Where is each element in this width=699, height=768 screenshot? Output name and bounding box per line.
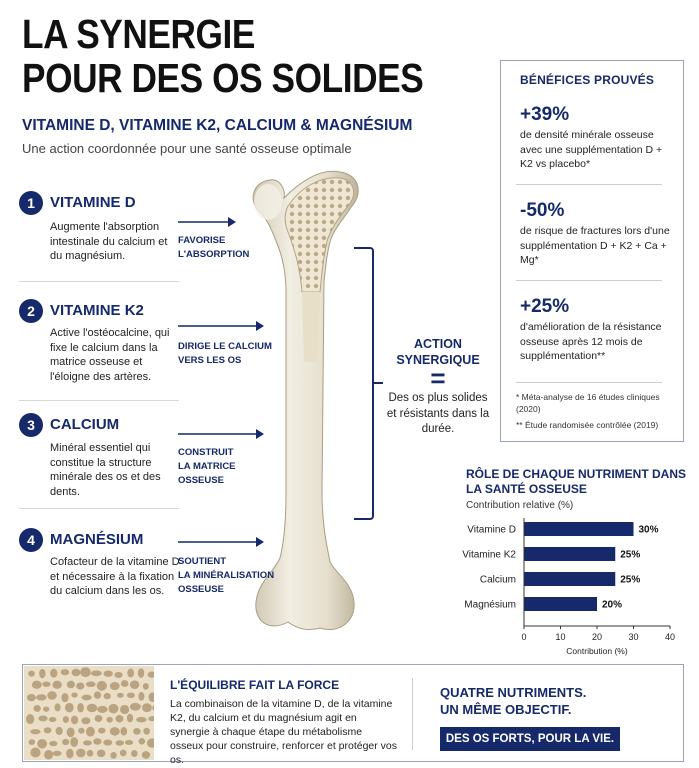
bone-pore <box>109 704 119 714</box>
divider <box>516 280 662 281</box>
nutrient-1-name: VITAMINE D <box>50 194 136 211</box>
nutrient-2-action: DIRIGE LE CALCIUM VERS LES OS <box>178 341 272 366</box>
bone-pore <box>86 681 96 687</box>
bone-pore <box>127 714 133 723</box>
bone-pore <box>49 717 57 722</box>
nutrient-4-action: SOUTIENT LA MINÉRALISATION OSSEUSE <box>178 556 275 595</box>
divider <box>19 281 179 282</box>
bone-pore <box>138 692 144 701</box>
bone-pore <box>52 681 61 689</box>
x-tick-label: 10 <box>555 632 566 642</box>
bar-value-label: 25% <box>620 574 641 586</box>
nutrient-4-number: 4 <box>19 528 43 552</box>
synergy-bracket-tick <box>373 382 383 384</box>
bone-pore <box>115 715 123 723</box>
bone-pore <box>130 703 141 711</box>
bone-pore <box>33 705 40 712</box>
bone-pore <box>47 691 57 699</box>
bone-pore <box>63 716 69 723</box>
bone-pore <box>138 668 144 678</box>
nutrient-2-number: 2 <box>19 299 43 323</box>
x-tick-label: 40 <box>664 632 676 642</box>
bottom-desc: La combinaison de la vitamine D, de la vitamine K2, du calcium et du magnésium agit en synergie à chaque étape du métabolisme osseux pour construire, renforcer et protéger vos os. <box>170 698 398 766</box>
divider <box>19 400 179 401</box>
footnote-1: * Méta-analyse de 16 études cliniques (2020) <box>516 392 660 414</box>
equals-sign: = <box>430 363 446 393</box>
footnote-2: ** Étude randomisée contrôlée (2019) <box>516 420 659 430</box>
bar <box>524 547 615 561</box>
bone-pore <box>104 670 113 676</box>
benefits-title: BÉNÉFICES PROUVÉS <box>520 73 655 87</box>
bone-pore <box>120 750 127 757</box>
bone-pore <box>39 669 45 678</box>
bone-pore <box>37 739 47 749</box>
bone-pore <box>78 728 84 734</box>
bone-pore <box>131 750 138 757</box>
bone-pore <box>77 703 84 712</box>
nutrient-1-number: 1 <box>19 191 43 215</box>
bone-pore <box>142 703 152 712</box>
bone-pore <box>114 672 122 678</box>
bone-pore <box>71 716 78 725</box>
page-subtitle: VITAMINE D, VITAMINE K2, CALCIUM & MAGNÉSIUM <box>22 117 413 134</box>
stat-text: de densité minérale osseuse avec une supplémentation D + K2 vs placebo* <box>520 129 663 170</box>
bone-pore <box>44 750 53 760</box>
bone-pore <box>26 714 34 724</box>
bone-pore <box>29 739 35 745</box>
bone-pore <box>87 750 94 757</box>
divider <box>516 382 662 383</box>
bone-pore <box>143 683 149 690</box>
bone-pore <box>43 706 49 711</box>
bone-pore <box>83 740 92 745</box>
bone-pore <box>98 728 106 734</box>
bone-pore <box>72 669 81 676</box>
bone-pore <box>76 749 85 758</box>
arrow-right-icon <box>178 536 268 548</box>
bar <box>524 572 615 586</box>
bone-pore <box>81 717 90 724</box>
bone-pore <box>76 682 84 689</box>
page-tagline: Une action coordonnée pour une santé osseuse optimale <box>22 141 352 156</box>
bone-pore <box>27 694 36 701</box>
bone-pore <box>103 740 112 746</box>
bone-pore <box>91 670 102 676</box>
bone-pore <box>67 727 75 737</box>
bone-pore <box>50 669 57 678</box>
arrow-right-icon <box>178 428 268 440</box>
nutrient-3-action: CONSTRUIT LA MATRICE OSSEUSE <box>178 447 236 486</box>
bone-pore <box>54 703 60 711</box>
bone-pore <box>94 691 101 698</box>
bone-pore <box>125 740 133 745</box>
synergy-bracket <box>354 247 374 520</box>
stat-text: de risque de fractures lors d'une supplémentation D + K2 + Ca + Mg* <box>520 225 670 266</box>
bone-pore <box>36 694 46 700</box>
bone-pore <box>61 693 68 702</box>
bone-pore <box>97 706 107 713</box>
bone-pore <box>104 693 111 699</box>
page-title-line1: LA SYNERGIE <box>22 11 255 57</box>
bone-pore <box>53 751 62 756</box>
stat-text: d'amélioration de la résistance osseuse après 12 mois de supplémentation** <box>520 321 662 362</box>
x-tick-label: 0 <box>521 632 527 642</box>
bar-category-label: Calcium <box>479 574 516 586</box>
motto: QUATRE NUTRIMENTS. UN MÊME OBJECTIF. <box>440 685 587 717</box>
synergy-title: ACTION SYNERGIQUE <box>396 337 480 367</box>
bar <box>524 597 597 611</box>
nutrient-2-name: VITAMINE K2 <box>50 302 144 319</box>
bone-pore <box>70 737 78 747</box>
x-tick-label: 20 <box>591 632 603 642</box>
bone-pore <box>56 727 63 735</box>
nutrient-1-desc: Augmente l'absorption intestinale du calcium et du magnésium. <box>50 221 168 262</box>
bone-pore <box>71 693 77 698</box>
bone-pore <box>130 680 139 689</box>
bone-pore <box>62 739 69 745</box>
bone-pore <box>142 751 150 759</box>
bone-pore <box>49 741 57 746</box>
nutrient-3-number: 3 <box>19 413 43 437</box>
divider <box>516 184 662 185</box>
nutrient-2-desc: Active l'ostéocalcine, qui fixe le calcium dans la matrice osseuse et l'éloigne des artères. <box>50 327 170 383</box>
nutrient-3-name: CALCIUM <box>50 416 120 433</box>
x-axis-label: Contribution (%) <box>566 646 628 656</box>
x-tick-label: 30 <box>628 632 639 642</box>
stat-value: +25% <box>520 296 570 317</box>
bone-pore <box>143 728 150 735</box>
nutrient-4-name: MAGNÉSIUM <box>50 531 144 548</box>
tagline-banner: DES OS FORTS, POUR LA VIE. <box>440 727 620 751</box>
bone-pore <box>66 749 73 759</box>
bone-pore <box>87 704 98 712</box>
bone-pore <box>86 727 95 737</box>
bone-pore <box>133 728 141 735</box>
stat-value: +39% <box>520 104 570 125</box>
bone-pore <box>93 738 101 745</box>
bone-pore <box>110 727 120 736</box>
bone-pore <box>139 738 145 745</box>
bone-pore <box>82 695 92 701</box>
arrow-right-icon <box>178 320 268 332</box>
bone-pore <box>30 748 40 758</box>
bone-pore <box>127 669 134 678</box>
bottom-title: L'ÉQUILIBRE FAIT LA FORCE <box>170 678 340 692</box>
bone-pore <box>110 682 120 690</box>
divider <box>412 678 413 750</box>
bar-value-label: 20% <box>602 599 623 611</box>
arrow-right-icon <box>178 216 238 228</box>
nutrient-4-desc: Cofacteur de la vitamine D et nécessaire à la fixation du calcium dans les os. <box>50 556 180 597</box>
stat-value: -50% <box>520 200 565 221</box>
bar-category-label: Vitamine D <box>467 524 516 536</box>
nutrient-1-action: FAVORISE L'ABSORPTION <box>178 235 250 260</box>
bone-pore <box>97 749 105 757</box>
bar-value-label: 30% <box>638 524 659 536</box>
bone-pore <box>42 681 50 686</box>
bone-pore <box>110 752 116 759</box>
bone-pore <box>67 681 75 688</box>
chart-title: RÔLE DE CHAQUE NUTRIMENT DANS LA SANTÉ OSSEUSE <box>466 467 687 496</box>
bone-pore <box>97 681 107 691</box>
bar-category-label: Vitamine K2 <box>462 549 516 561</box>
bone-pore <box>95 715 103 722</box>
synergy-desc: Des os plus solides et résistants dans la durée. <box>386 392 490 435</box>
bone-pore <box>120 727 127 736</box>
bone-pore <box>121 680 129 687</box>
bone-pore <box>80 667 91 677</box>
divider <box>19 508 179 509</box>
bone-pore <box>38 716 47 722</box>
bone-pore <box>32 681 42 689</box>
bone-pore <box>136 717 147 723</box>
bone-pore <box>28 671 35 677</box>
bone-pore <box>61 669 69 675</box>
page-title-line2: POUR DES OS SOLIDES <box>22 55 424 101</box>
bar-value-label: 25% <box>620 549 641 561</box>
bar <box>524 522 634 536</box>
chart-subtitle: Contribution relative (%) <box>466 500 574 511</box>
bar-category-label: Magnésium <box>464 599 516 611</box>
bone-pore <box>127 692 135 698</box>
bone-pore <box>117 693 124 698</box>
bone-pore <box>106 717 112 723</box>
contribution-bar-chart <box>440 516 690 662</box>
spongy-bone-texture <box>24 666 154 760</box>
nutrient-3-desc: Minéral essentiel qui constitue la structure minérale des os et des dents. <box>50 442 161 498</box>
bone-pore <box>44 727 52 733</box>
bone-pore <box>65 703 74 713</box>
bone-pore <box>116 740 124 745</box>
bone-pore <box>120 705 129 714</box>
bone-pore <box>30 729 40 734</box>
